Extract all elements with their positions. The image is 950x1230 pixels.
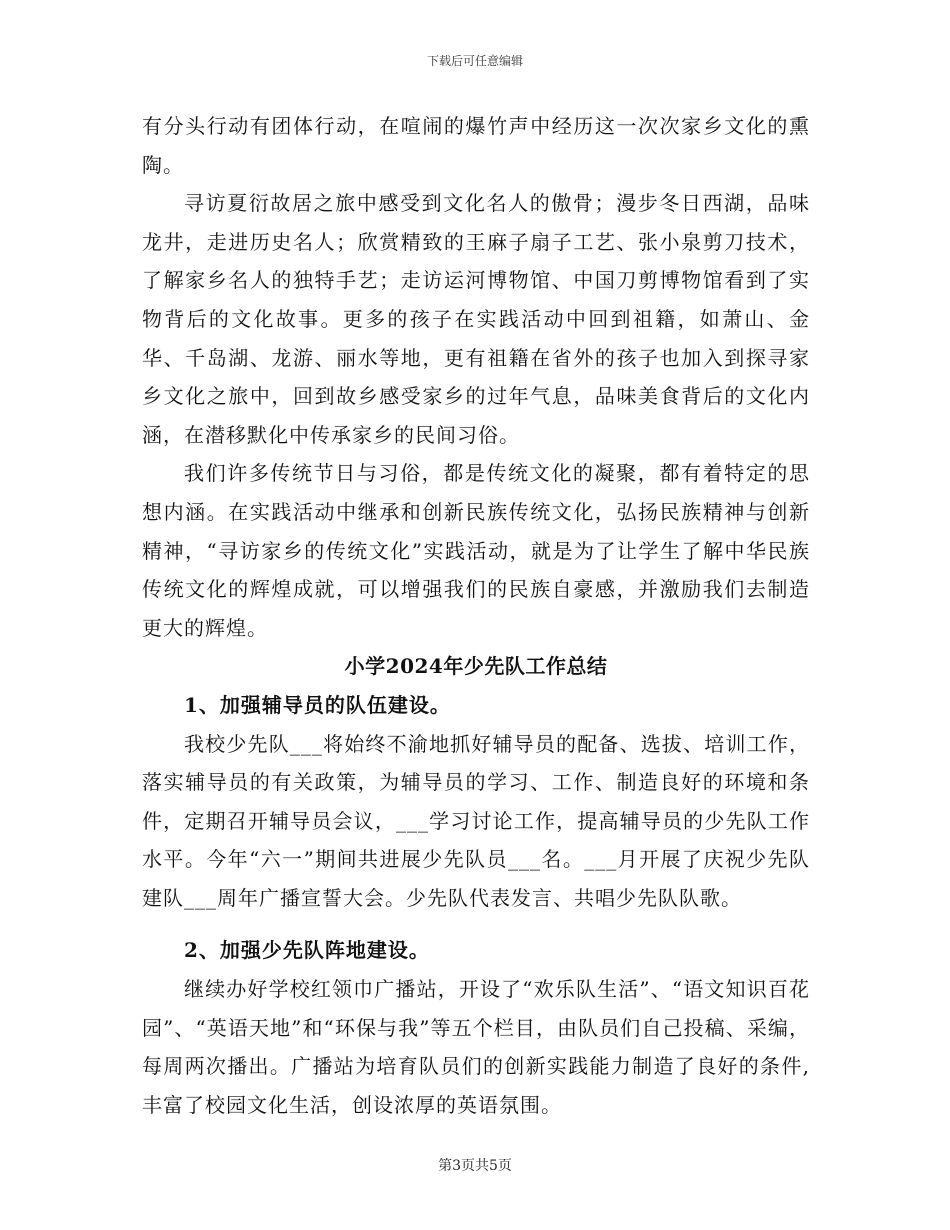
paragraph-broadcast: 继续办好学校红领巾广播站，开设了“欢乐队生活”、“语文知识百花园”、“英语天地”和“环保与我”等五个栏目，由队员们自己投稿、采编，每周两次播出。广播站为培育队员们的创新实践能力制造了良好的条件,丰富了校园文化生活，创设浓厚的英语氛围。 [142, 977, 810, 1117]
paragraph-tradition: 我们许多传统节日与习俗，都是传统文化的凝聚，都有着特定的思想内涵。在实践活动中继承和创新民族传统文化，弘扬民族精神与创新精神，“寻访家乡的传统文化”实践活动，就是为了让学生了解中华民族传统文化的辉煌成就，可以增强我们的民族自豪感，并激励我们去制造更大的辉煌。 [142, 461, 810, 640]
page-header: 下载后可任意编辑 [426, 54, 523, 68]
paragraph-continuation: 有分头行动有团体行动，在喧闹的爆竹声中经历这一次次家乡文化的熏陶。 [142, 114, 810, 177]
page-footer: 第3页共5页 [438, 1158, 512, 1174]
section-gap [142, 917, 810, 931]
section-heading-2: 2、加强少先队阵地建设。 [184, 938, 430, 963]
document-body [142, 107, 810, 1124]
document-title: 小学2024年少先队工作总结 [344, 654, 608, 679]
paragraph-counselor: 我校少先队___将始终不渝地抓好辅导员的配备、选拔、培训工作，落实辅导员的有关政策，为辅导员的学习、工作、制造良好的环境和条件，定期召开辅导员会议，___学习讨论工作，提高辅导员的少先队工作水平。今年“六一”期间共进展少先队员___名。___月开展了庆祝少先队建队___周年广播宣誓大会。少先队代表发言、共唱少先队队歌。 [142, 731, 810, 910]
section-heading-1: 1、加强辅导员的队伍建设。 [184, 692, 451, 717]
paragraph-visit: 寻访夏衍故居之旅中感受到文化名人的傲骨；漫步冬日西湖，品味龙井，走进历史名人；欣赏精致的王麻子扇子工艺、张小泉剪刀技术，了解家乡名人的独特手艺；走访运河博物馆、中国刀剪博物馆看到了实物背后的文化故事。更多的孩子在实践活动中回到祖籍，如萧山、金华、千岛湖、龙游、丽水等地，更有祖籍在省外的孩子也加入到探寻家乡文化之旅中，回到故乡感受家乡的过年气息，品味美食背后的文化内涵，在潜移默化中传承家乡的民间习俗。 [142, 191, 810, 447]
